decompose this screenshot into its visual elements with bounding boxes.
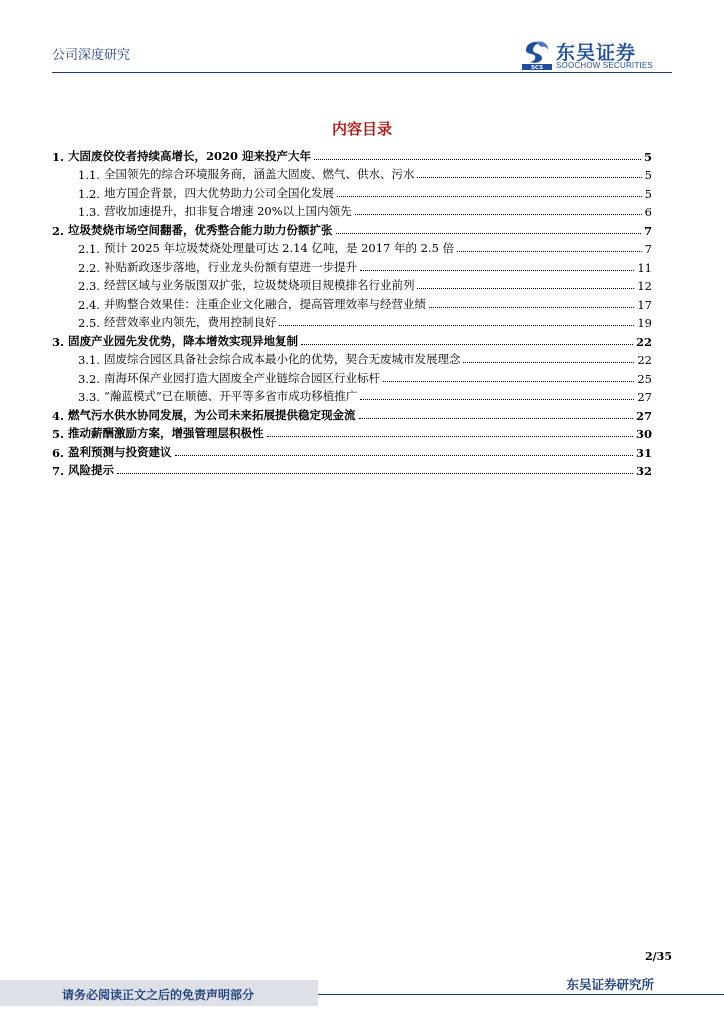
toc-section-entry[interactable] [52,404,652,423]
toc-entry-number: 5. [52,427,65,441]
toc-entry-page: 30 [635,427,652,441]
toc-entry-page: 22 [637,353,652,367]
toc-entry-number: 1. [52,149,65,164]
toc-entry-number: 1.1. [78,168,100,182]
toc-section-entry[interactable] [52,460,652,479]
toc-dot-leader [336,233,641,234]
table-of-contents [52,145,652,478]
toc-entry-page: 27 [637,390,652,404]
toc-entry-title: 营收加速提升，扣非复合增速 20%以上国内领先 [103,204,352,218]
toc-entry-title: 推动薪酬激励方案，增强管理层积极性 [68,426,264,440]
toc-dot-leader [359,418,633,419]
toc-entry-number: 6. [52,445,65,460]
toc-dot-leader [175,455,633,456]
toc-dot-leader [429,307,634,308]
toc-subsection-entry[interactable] [52,349,652,368]
toc-entry-number: 2.1. [78,242,100,256]
toc-entry-page: 7 [644,242,652,256]
toc-entry-title: 经营区域与业务版图双扩张，垃圾焚烧项目规模排名行业前列 [103,278,415,292]
toc-entry-title: 燃气污水供水协同发展，为公司未来拓展提供稳定现金流 [68,407,356,422]
toc-dot-leader [360,399,634,400]
toc-entry-page: 5 [643,149,652,164]
toc-entry-page: 19 [637,316,652,330]
toc-entry-title: 补贴新政逐步落地，行业龙头份额有望进一步提升 [103,259,357,274]
toc-entry-page: 22 [635,334,652,349]
toc-entry-page: 17 [637,297,652,312]
toc-dot-leader [314,159,641,160]
toc-entry-page: 6 [644,205,652,219]
toc-entry-number: 3. [52,334,65,349]
toc-dot-leader [417,288,634,289]
toc-entry-page: 31 [635,445,652,460]
toc-subsection-entry[interactable] [52,312,652,331]
toc-entry-page: 11 [637,260,652,275]
toc-entry-title: 全国领先的综合环境服务商，涵盖大固废、燃气、供水、污水 [103,167,415,181]
toc-dot-leader [267,436,633,437]
footer-divider [318,994,724,995]
toc-dot-leader [463,362,634,363]
page-header [52,0,672,72]
toc-dot-leader [355,214,642,215]
logo-chinese-name: 东吴证券 [556,42,637,64]
toc-entry-number: 1.3. [78,205,100,219]
toc-entry-page: 32 [635,464,652,478]
toc-entry-title: 南海环保产业园打造大固废全产业链综合园区行业标杆 [103,370,380,385]
toc-entry-title: 经营效率业内领先，费用控制良好 [103,315,277,329]
toc-entry-title: 大固废佼佼者持续高增长，2020 迎来投产大年 [68,148,312,163]
toc-entry-number: 2. [52,223,65,238]
toc-dot-leader [279,325,634,326]
toc-subsection-entry[interactable] [52,182,652,201]
toc-entry-number: 2.3. [78,279,100,293]
toc-dot-leader [457,251,642,252]
toc-dot-leader [301,344,633,345]
toc-entry-title: 并购整合效果佳：注重企业文化融合，提高管理效率与经营业绩 [103,296,426,311]
toc-subsection-entry[interactable] [52,164,652,183]
toc-subsection-entry[interactable] [52,256,652,275]
toc-entry-title: 风险提示 [68,463,115,477]
toc-entry-number: 1.2. [78,186,100,201]
toc-section-entry[interactable] [52,423,652,442]
toc-entry-page: 7 [643,223,652,238]
toc-section-entry[interactable] [52,330,652,349]
toc-title: 内容目录 [331,120,392,138]
toc-entry-title: “瀚蓝模式”已在顺德、开平等多省市成功移植推广 [103,389,358,403]
toc-entry-number: 2.5. [78,316,100,330]
toc-subsection-entry[interactable] [52,367,652,386]
soochow-logo-icon [522,38,552,70]
toc-entry-number: 4. [52,408,65,423]
toc-subsection-entry[interactable] [52,386,652,405]
toc-entry-title: 固废产业园先发优势，降本增效实现异地复制 [68,333,299,348]
toc-entry-number: 3.3. [78,390,100,404]
toc-subsection-entry[interactable] [52,293,652,312]
logo-english-name: SOOCHOW SECURITIES [556,61,653,70]
toc-entry-number: 7. [52,464,65,478]
logo-mark-text: SCS [530,65,544,70]
toc-section-entry[interactable] [52,219,652,238]
toc-dot-leader [337,196,642,197]
toc-entry-page: 27 [635,408,652,423]
toc-entry-number: 3.1. [78,353,100,367]
toc-entry-page: 12 [637,279,652,293]
toc-entry-title: 盈利预测与投资建议 [68,444,172,459]
toc-entry-title: 地方国企背景，四大优势助力公司全国化发展 [103,185,334,200]
toc-entry-page: 5 [644,186,652,201]
toc-subsection-entry[interactable] [52,201,652,220]
toc-dot-leader [417,177,641,178]
toc-dot-leader [360,270,634,271]
toc-entry-page: 5 [644,168,652,182]
toc-section-entry[interactable] [52,441,652,460]
toc-subsection-entry[interactable] [52,238,652,257]
toc-entry-title: 固废综合园区具备社会综合成本最小化的优势，契合无废城市发展理念 [103,352,461,366]
toc-section-entry[interactable] [52,145,652,164]
company-logo [522,38,672,72]
footer-institute-name: 东吴证券研究所 [566,977,654,992]
toc-entry-number: 2.2. [78,260,100,275]
header-divider [52,72,672,73]
toc-subsection-entry[interactable] [52,275,652,294]
toc-entry-page: 25 [637,371,652,386]
footer-disclaimer-text: 请务必阅读正文之后的免责声明部分 [62,988,255,1002]
document-type-label: 公司深度研究 [52,48,131,63]
toc-entry-number: 2.4. [78,297,100,312]
toc-entry-title: 预计 2025 年垃圾焚烧处理量可达 2.14 亿吨，是 2017 年的 2.5 倍 [103,241,455,255]
toc-entry-title: 垃圾焚烧市场空间翻番，优秀整合能力助力份额扩张 [68,222,333,237]
toc-dot-leader [383,381,634,382]
toc-dot-leader [117,473,633,474]
page-number: 2/35 [645,950,672,963]
toc-entry-number: 3.2. [78,371,100,386]
